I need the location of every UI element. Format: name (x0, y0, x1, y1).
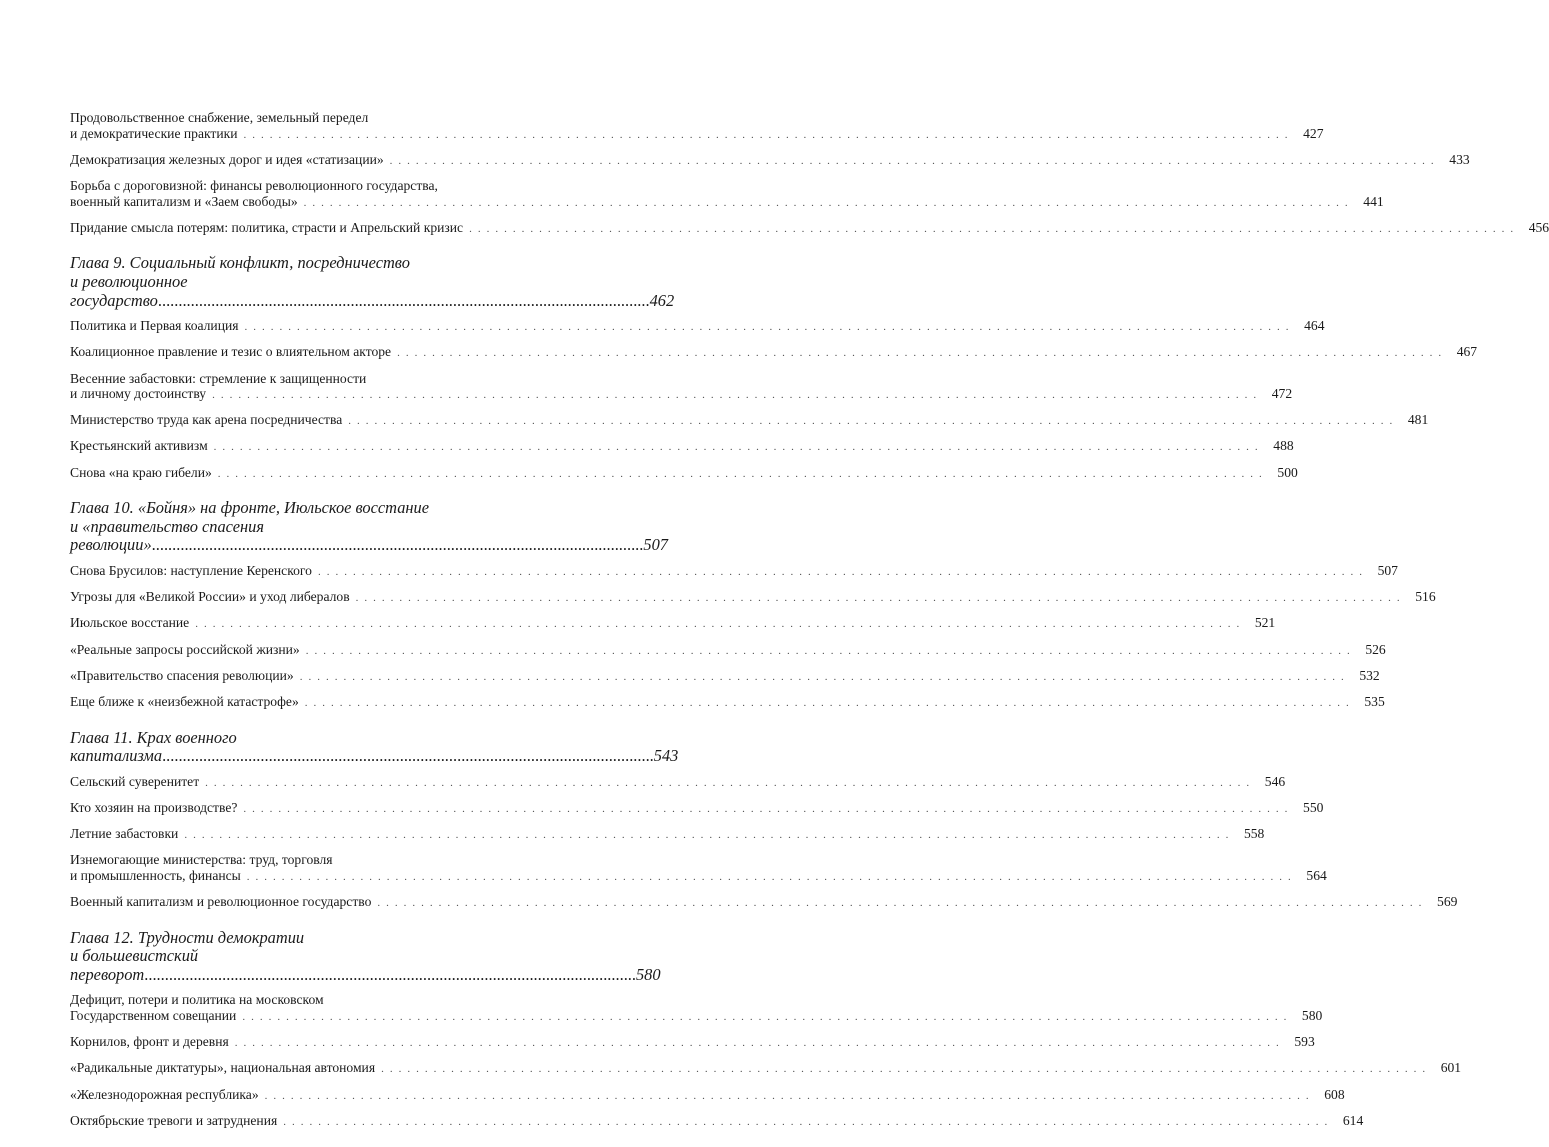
dot-leader: ........................................................................................................................ (162, 746, 654, 766)
dot-leader: ........................................................................................................................ (355, 592, 1406, 605)
page-number: 507 (643, 535, 668, 555)
dot-leader: ........................................................................................................................ (151, 535, 644, 555)
page-number: 535 (1364, 693, 1385, 709)
dot-leader: ........................................................................................................................ (348, 415, 1399, 428)
toc-entry (70, 464, 1298, 483)
table-of-contents (70, 110, 1549, 1147)
entry-last-line (70, 826, 1265, 844)
entry-title-line: и промышленность, финансы (70, 867, 241, 883)
dot-leader: ........................................................................................................................ (397, 347, 1448, 360)
page-number: 472 (1271, 386, 1293, 402)
entry-last-line (70, 1112, 1364, 1131)
toc-entry (70, 110, 1324, 143)
entry-last-line (70, 125, 1324, 144)
entry-title-line: и личному достоинству (70, 386, 207, 402)
page-number: 569 (1437, 894, 1458, 910)
entry-title-line: и «правительство спасения революции» (70, 516, 264, 555)
chapter-heading (70, 498, 668, 555)
page-number: 558 (1243, 826, 1265, 842)
dot-leader: ........................................................................................................................ (283, 1115, 1334, 1128)
entry-last-line (70, 894, 1458, 912)
entry-last-line (70, 344, 1478, 362)
entry-title-line: Военный капитализм и революционное государство (70, 894, 372, 910)
page-number: 550 (1303, 799, 1324, 815)
page-number: 601 (1440, 1060, 1462, 1076)
toc-group (70, 727, 1458, 912)
entry-title-line: Кто хозяин на производстве? (70, 799, 238, 815)
entry-last-line (70, 151, 1470, 170)
toc-entry (70, 344, 1478, 362)
page-number: 521 (1254, 615, 1276, 631)
page-number: 546 (1264, 773, 1286, 789)
entry-last-line (70, 773, 1286, 792)
toc-entry (70, 773, 1286, 792)
toc-entry (70, 1086, 1345, 1105)
entry-title-line: Угрозы для «Великой России» и уход либералов (70, 589, 350, 605)
dot-leader: ........................................................................................................................ (242, 1011, 1293, 1024)
toc-entry (70, 852, 1327, 885)
entry-title-line: Снова «на краю гибели» (70, 464, 212, 480)
entry-title-line: Коалиционное правление и тезис о влиятельном акторе (70, 344, 392, 360)
toc-entry (70, 1112, 1364, 1131)
page-number: 516 (1415, 589, 1436, 605)
dot-leader: ........................................................................................................................ (303, 196, 1354, 209)
entry-last-line (70, 693, 1385, 712)
dot-leader: ........................................................................................................................ (246, 870, 1297, 883)
dot-leader: ........................................................................................................................ (157, 290, 650, 310)
entry-last-line (70, 386, 1293, 404)
toc-entry (70, 219, 1549, 238)
dot-leader: ........................................................................................................................ (144, 964, 636, 984)
entry-title-line: Глава 12. Трудности демократии (70, 927, 305, 947)
entry-last-line (70, 1034, 1315, 1052)
entry-title-line: «Радикальные диктатуры», национальная автономия (70, 1060, 376, 1076)
entry-last-line (70, 412, 1429, 430)
entry-title-line: Глава 9. Социальный конфликт, посредничество (70, 253, 410, 273)
page-number: 500 (1277, 464, 1298, 480)
entry-title-line: Снова Брусилов: наступление Керенского (70, 563, 312, 579)
entry-title-line: военный капитализм и «Заем свободы» (70, 193, 298, 209)
toc-entry (70, 693, 1385, 712)
entry-last-line (70, 727, 679, 766)
entry-title-line: и демократические практики (70, 125, 238, 141)
page-number: 467 (1456, 344, 1478, 360)
chapter-heading (70, 727, 679, 766)
entry-title-line: Корнилов, фронт и деревня (70, 1034, 229, 1050)
page-number: 608 (1324, 1086, 1345, 1102)
page-number: 481 (1407, 412, 1429, 428)
chapter-heading (70, 927, 661, 985)
page-number: 464 (1304, 318, 1325, 334)
entry-title-line: Изнемогающие министерства: труд, торговля (70, 852, 333, 868)
toc-entry (70, 318, 1325, 336)
entry-title-line: Крестьянский активизм (70, 438, 208, 454)
entry-last-line (70, 563, 1398, 581)
page-number: 580 (1301, 1008, 1323, 1024)
entry-last-line (70, 219, 1549, 238)
toc-entry (70, 615, 1276, 633)
entry-title-line: и революционное государство (70, 271, 188, 310)
dot-leader: ........................................................................................................................ (299, 670, 1350, 683)
dot-leader: ........................................................................................................................ (317, 566, 1368, 579)
dot-leader: ........................................................................................................................ (195, 618, 1246, 631)
dot-leader: ........................................................................................................................ (304, 696, 1355, 709)
page-number: 488 (1273, 438, 1294, 454)
dot-leader: ........................................................................................................................ (381, 1063, 1432, 1076)
page-number: 462 (649, 290, 675, 310)
toc-entry (70, 667, 1380, 686)
page-number: 580 (635, 964, 661, 984)
dot-leader: ........................................................................................................................ (217, 467, 1268, 480)
entry-title-line: «Реальные запросы российской жизни» (70, 641, 300, 657)
entry-title-line: Борьба с дороговизной: финансы революционного государства, (70, 177, 438, 193)
toc-entry (70, 799, 1324, 818)
toc-entry (70, 826, 1265, 844)
page-number: 614 (1342, 1112, 1364, 1128)
toc-entry (70, 894, 1458, 912)
toc-group (70, 253, 1478, 482)
page-number: 564 (1306, 867, 1327, 883)
dot-leader: ........................................................................................................................ (184, 829, 1235, 842)
page-number: 456 (1528, 219, 1549, 235)
dot-leader: ........................................................................................................................ (389, 154, 1440, 167)
entry-title-line: Придание смысла потерям: политика, страсти и Апрельский кризис (70, 219, 464, 235)
toc-group (70, 498, 1436, 711)
entry-last-line (70, 641, 1386, 660)
entry-last-line (70, 516, 668, 555)
toc-group (70, 927, 1462, 1131)
entry-last-line (70, 867, 1327, 886)
toc-entry (70, 992, 1323, 1025)
entry-last-line (70, 1008, 1323, 1026)
entry-last-line (70, 1086, 1345, 1105)
entry-title-line: Глава 10. «Бойня» на фронте, Июльское восстание (70, 498, 430, 518)
toc-entry (70, 151, 1470, 170)
toc-entry (70, 1034, 1315, 1052)
page-number: 593 (1294, 1034, 1315, 1050)
dot-leader: ........................................................................................................................ (264, 1089, 1315, 1102)
entry-last-line (70, 1060, 1462, 1078)
entry-title-line: Летние забастовки (70, 826, 179, 842)
dot-leader: ........................................................................................................................ (377, 897, 1428, 910)
dot-leader: ........................................................................................................................ (469, 222, 1520, 235)
toc-entry (70, 1060, 1462, 1078)
page-number: 543 (653, 746, 679, 766)
entry-last-line (70, 464, 1298, 483)
entry-title-line: Демократизация железных дорог и идея «статизации» (70, 151, 384, 167)
toc-entry (70, 563, 1398, 581)
entry-last-line (70, 193, 1384, 212)
toc-group (70, 110, 1549, 237)
toc-entry (70, 370, 1293, 404)
entry-title-line: Государственном совещании (70, 1008, 237, 1024)
entry-last-line (70, 946, 661, 984)
toc-entry (70, 589, 1436, 607)
entry-title-line: и большевистский переворот (70, 946, 199, 984)
page-number: 441 (1363, 193, 1384, 209)
entry-last-line (70, 667, 1380, 686)
toc-entry (70, 177, 1384, 211)
page-number: 526 (1365, 641, 1386, 657)
entry-title-line: Министерство труда как арена посредничества (70, 412, 343, 428)
entry-last-line (70, 271, 675, 310)
entry-title-line: Продовольственное снабжение, земельный передел (70, 110, 369, 125)
dot-leader: ........................................................................................................................ (234, 1037, 1285, 1050)
entry-last-line (70, 318, 1325, 336)
dot-leader: ........................................................................................................................ (243, 802, 1294, 815)
dot-leader: ........................................................................................................................ (305, 644, 1356, 657)
dot-leader: ........................................................................................................................ (205, 776, 1256, 789)
entry-title-line: Сельский суверенитет (70, 773, 200, 789)
toc-entry (70, 641, 1386, 660)
entry-last-line (70, 589, 1436, 607)
page-number: 532 (1359, 667, 1380, 683)
entry-title-line: Политика и Первая коалиция (70, 318, 239, 334)
entry-last-line (70, 615, 1276, 633)
entry-title-line: «Правительство спасения революции» (70, 667, 294, 683)
chapter-heading (70, 253, 675, 310)
entry-title-line: Весенние забастовки: стремление к защищенности (70, 370, 367, 386)
dot-leader: ........................................................................................................................ (243, 128, 1294, 141)
entry-last-line (70, 799, 1324, 818)
dot-leader: ........................................................................................................................ (244, 321, 1295, 334)
toc-entry (70, 412, 1429, 430)
page-number: 433 (1449, 151, 1470, 167)
entry-title-line: Июльское восстание (70, 615, 190, 631)
entry-title-line: Еще ближе к «неизбежной катастрофе» (70, 693, 299, 709)
entry-title-line: «Железнодорожная республика» (70, 1086, 259, 1102)
entry-title-line: Дефицит, потери и политика на московском (70, 992, 324, 1008)
page-number: 507 (1377, 563, 1398, 579)
dot-leader: ........................................................................................................................ (213, 441, 1264, 454)
entry-last-line (70, 438, 1294, 456)
dot-leader: ........................................................................................................................ (212, 389, 1263, 402)
entry-title-line: Октябрьские тревоги и затруднения (70, 1112, 278, 1128)
entry-title-line: Глава 11. Крах военного капитализма (70, 727, 237, 766)
page-number: 427 (1303, 125, 1324, 141)
toc-entry (70, 438, 1294, 456)
